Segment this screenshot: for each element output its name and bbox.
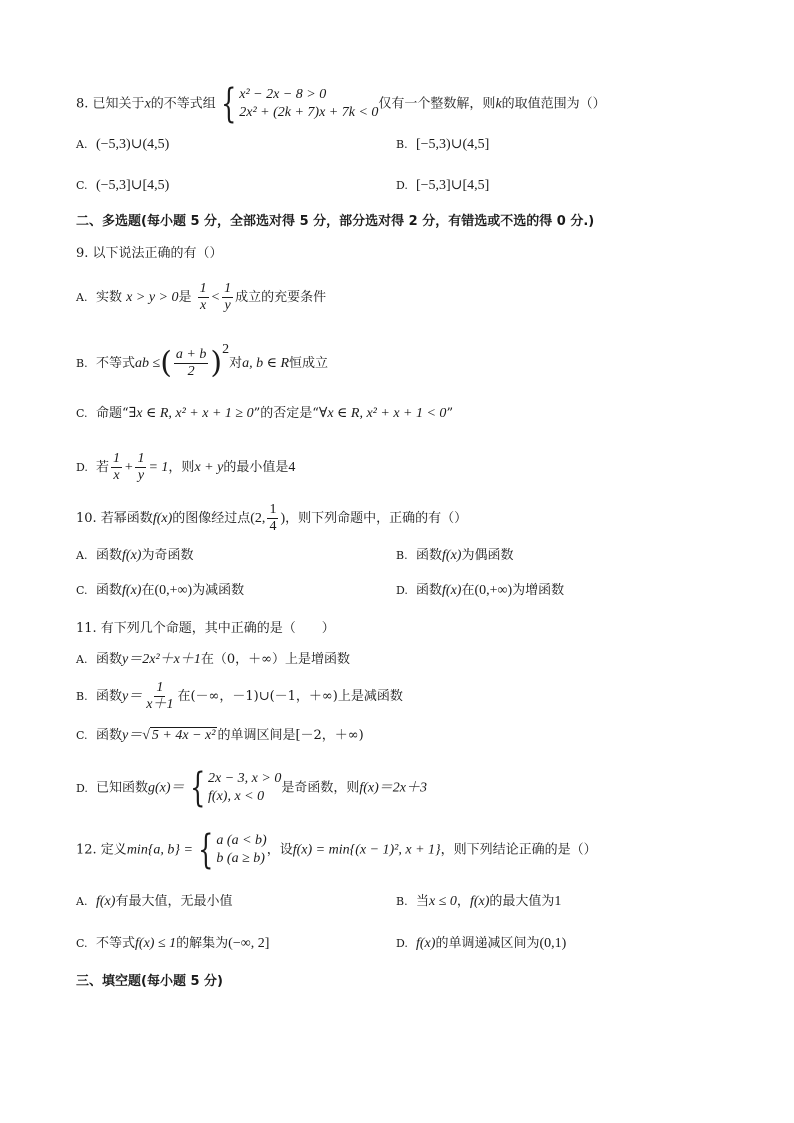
inequality: f(x) ≤ 1 xyxy=(135,936,177,951)
option-text: 函数 xyxy=(96,689,123,704)
q9-option-b[interactable] xyxy=(76,343,328,380)
option-text: 的单调递减区间为 xyxy=(435,936,540,951)
right-paren: ) xyxy=(210,345,223,381)
option-label: B. xyxy=(396,549,408,562)
numerator: 1 xyxy=(269,502,277,517)
variables: a, b ∈ R xyxy=(242,356,290,371)
q10-option-a[interactable] xyxy=(76,549,193,563)
numerator: 1 xyxy=(199,281,207,296)
lhs: ab ≤ xyxy=(135,356,161,371)
radical-sign: √ xyxy=(142,728,150,743)
piecewise xyxy=(185,765,282,811)
y-equals: y＝ xyxy=(122,689,143,704)
q8-option-a[interactable] xyxy=(76,138,169,152)
option-text: 不等式 xyxy=(96,936,136,951)
option-label: C. xyxy=(76,179,88,192)
fraction xyxy=(144,680,175,713)
stem-text: 已知关于 xyxy=(92,96,145,112)
option-label: D. xyxy=(396,179,408,192)
point: ) xyxy=(280,511,286,526)
option-label: C. xyxy=(76,407,88,420)
option-text: [−5,3)∪(4,5] xyxy=(416,137,490,152)
proposition: ∃x ∈ R, x² + x + 1 ≥ 0 xyxy=(128,406,254,421)
option-text: 已知函数 xyxy=(96,780,149,796)
solution-set: (−∞, 2] xyxy=(228,936,270,951)
stem-text: 的不等式组 xyxy=(150,96,216,112)
q11-option-c[interactable] xyxy=(76,729,364,743)
exponent: 2 xyxy=(222,342,230,357)
condition: x > y > 0 xyxy=(126,290,179,305)
option-text: 为减函数 xyxy=(192,583,245,598)
piece-2: f(x), x < 0 xyxy=(208,789,265,804)
piece-1: 2x − 3, x > 0 xyxy=(208,771,282,786)
denominator: y xyxy=(224,298,231,313)
q9-option-a[interactable] xyxy=(76,281,326,314)
plus: + xyxy=(124,460,134,475)
y-equals: y＝ xyxy=(122,728,143,743)
expression: y＝2x²＋x＋1 xyxy=(122,652,201,667)
stem-text: 的取值范围为（） xyxy=(501,96,606,112)
option-text: 在 xyxy=(141,583,155,598)
function: f(x) xyxy=(122,548,142,563)
option-label: A. xyxy=(76,895,88,908)
q10-option-b[interactable] xyxy=(396,549,513,563)
option-label: B. xyxy=(396,138,408,151)
q11-option-b[interactable] xyxy=(76,680,403,713)
q8-stem xyxy=(76,81,606,127)
inequality-1: x² − 2x − 8 > 0 xyxy=(239,87,327,102)
negation: ∀x ∈ R, x² + x + 1 < 0 xyxy=(318,406,447,421)
fraction xyxy=(111,451,122,484)
function: f(x) xyxy=(469,894,490,909)
piece-2: b (a ≥ b) xyxy=(216,851,265,866)
q9-stem: 9. 以下说法正确的有（） xyxy=(76,246,223,261)
stem-text: ，设 xyxy=(266,842,293,858)
denominator: x xyxy=(200,298,207,313)
numerator: 1 xyxy=(156,680,164,695)
option-text: 函数 xyxy=(96,728,123,743)
q10-stem xyxy=(76,502,467,535)
option-label: B. xyxy=(396,895,408,908)
option-text: (−5,3]∪[4,5) xyxy=(96,178,170,193)
q8-option-b[interactable] xyxy=(396,138,489,152)
interval: (0,1) xyxy=(539,936,567,951)
section-title-fill-in: 三、填空题(每小题 5 分) xyxy=(76,974,223,989)
function-g: g(x)＝ xyxy=(148,780,185,796)
piecewise xyxy=(193,827,267,873)
stem-text: 仅有一个整数解，则 xyxy=(378,96,496,112)
option-label: D. xyxy=(396,937,408,950)
stem-text: 的图像经过点 xyxy=(172,511,251,526)
option-text: 是 xyxy=(178,290,192,305)
function: f(x) xyxy=(442,548,462,563)
stem-text: ，则下列结论正确的是（） xyxy=(440,842,597,858)
denominator: 4 xyxy=(269,519,277,534)
fraction xyxy=(267,502,278,535)
function: f(x) xyxy=(416,936,436,951)
result: f(x)＝2x＋3 xyxy=(359,780,428,796)
q11-option-d[interactable] xyxy=(76,765,428,811)
q11-stem: 11. 有下列几个命题，其中正确的是（ ） xyxy=(76,621,335,636)
option-text: 函数 xyxy=(96,548,123,563)
section-title-multiple-choice: 二、多选题(每小题 5 分，全部选对得 5 分，部分选对得 2 分，有错选或不选的得 0 分.) xyxy=(76,214,595,229)
option-text: 是奇函数，则 xyxy=(281,780,360,796)
fraction xyxy=(135,451,146,484)
option-text: 不等式 xyxy=(96,356,136,371)
denominator: y xyxy=(137,468,145,483)
option-label: A. xyxy=(76,291,88,304)
option-text: 对 xyxy=(229,356,243,371)
option-text: 的单调区间是[－2，＋∞) xyxy=(217,728,364,743)
q12-option-d[interactable] xyxy=(396,937,566,951)
q10-option-d[interactable] xyxy=(396,584,564,598)
left-paren: ( xyxy=(160,345,172,381)
option-text: ”的否定是“ xyxy=(253,406,319,421)
option-text: 成立的充要条件 xyxy=(235,290,327,305)
q9-option-c[interactable] xyxy=(76,407,453,421)
option-text: ” xyxy=(446,406,454,421)
option-text: 有最大值，无最小值 xyxy=(115,894,233,909)
option-label: C. xyxy=(76,729,88,742)
option-text: 为偶函数 xyxy=(461,548,514,563)
q12-stem xyxy=(76,827,597,873)
fraction xyxy=(174,347,208,380)
option-text: 恒成立 xyxy=(289,356,329,371)
q9-option-d[interactable] xyxy=(76,451,295,484)
left-brace: { xyxy=(189,765,205,811)
option-text: 在（0，＋∞）上是增函数 xyxy=(200,652,350,667)
option-label: C. xyxy=(76,937,88,950)
function-definition: f(x) = min{(x − 1)², x + 1} xyxy=(292,842,441,858)
less-than: < xyxy=(210,290,221,305)
option-text: ，则 xyxy=(168,460,195,475)
option-label: D. xyxy=(76,461,88,474)
q10-option-c[interactable] xyxy=(76,584,244,598)
option-text: 函数 xyxy=(416,583,443,598)
left-brace: { xyxy=(198,827,214,873)
numerator: 1 xyxy=(137,451,145,466)
option-text: 的解集为 xyxy=(176,936,229,951)
option-text: 若 xyxy=(96,460,110,475)
stem-text: ，则下列命题中，正确的有（） xyxy=(285,511,468,526)
interval: (0,+∞) xyxy=(154,583,193,598)
variable-k: k xyxy=(495,96,502,112)
option-text: 的最大值为 xyxy=(489,894,555,909)
point: (2, xyxy=(250,511,266,526)
option-label: A. xyxy=(76,653,88,666)
numerator: a + b xyxy=(175,347,207,362)
value: 4 xyxy=(288,460,296,475)
denominator: 2 xyxy=(187,364,195,379)
question-number: 8. xyxy=(76,96,89,112)
stem-text: 12. 定义 xyxy=(76,842,127,858)
q8-option-d[interactable] xyxy=(396,179,489,193)
fraction xyxy=(198,281,209,314)
q12-option-a[interactable] xyxy=(76,895,232,909)
q8-option-c[interactable] xyxy=(76,179,169,193)
function: f(x) xyxy=(442,583,462,598)
numerator: 1 xyxy=(224,281,232,296)
function: f(x) xyxy=(96,894,116,909)
stem-text: 10. 若幂函数 xyxy=(76,511,153,526)
inequality-system xyxy=(216,81,379,127)
numerator: 1 xyxy=(113,451,121,466)
option-label: C. xyxy=(76,584,88,597)
option-text: (−5,3)∪(4,5) xyxy=(96,137,170,152)
option-text: 函数 xyxy=(96,652,123,667)
option-text: 在(－∞，－1)∪(－1，＋∞)上是减函数 xyxy=(177,689,403,704)
option-label: B. xyxy=(76,357,88,370)
min-definition: min{a, b} = xyxy=(126,842,193,858)
option-label: B. xyxy=(76,690,88,703)
option-text: 的最小值是 xyxy=(223,460,289,475)
option-label: A. xyxy=(76,138,88,151)
option-text: 在 xyxy=(461,583,475,598)
inequality-2: 2x² + (2k + 7)x + 7k < 0 xyxy=(239,105,379,120)
option-label: D. xyxy=(76,781,88,795)
option-text: 当 xyxy=(416,894,430,909)
option-text: 函数 xyxy=(416,548,443,563)
option-text: 为奇函数 xyxy=(141,548,194,563)
option-text: 为增函数 xyxy=(512,583,565,598)
q11-option-a[interactable] xyxy=(76,653,350,667)
option-text: ， xyxy=(456,894,470,909)
denominator: x xyxy=(113,468,120,483)
variable-x: x xyxy=(144,96,151,112)
option-text: [−5,3]∪[4,5] xyxy=(416,178,490,193)
option-label: D. xyxy=(396,584,408,597)
function: f(x) xyxy=(122,583,142,598)
interval: (0,+∞) xyxy=(474,583,513,598)
fraction xyxy=(222,281,233,314)
expression: x + y xyxy=(194,460,224,475)
condition: x ≤ 0 xyxy=(429,894,457,909)
denominator: x＋1 xyxy=(146,697,174,712)
equals: = 1 xyxy=(148,460,169,475)
function: f(x) xyxy=(152,511,173,526)
option-label: A. xyxy=(76,549,88,562)
left-brace: { xyxy=(220,81,237,127)
option-text: 实数 xyxy=(96,290,123,305)
option-text: 命题“ xyxy=(96,406,129,421)
q12-option-b[interactable] xyxy=(396,895,561,909)
option-text: 函数 xyxy=(96,583,123,598)
piece-1: a (a < b) xyxy=(216,833,267,848)
q12-option-c[interactable] xyxy=(76,937,269,951)
value: 1 xyxy=(554,894,562,909)
radicand: 5 + 4x − x² xyxy=(151,728,216,743)
